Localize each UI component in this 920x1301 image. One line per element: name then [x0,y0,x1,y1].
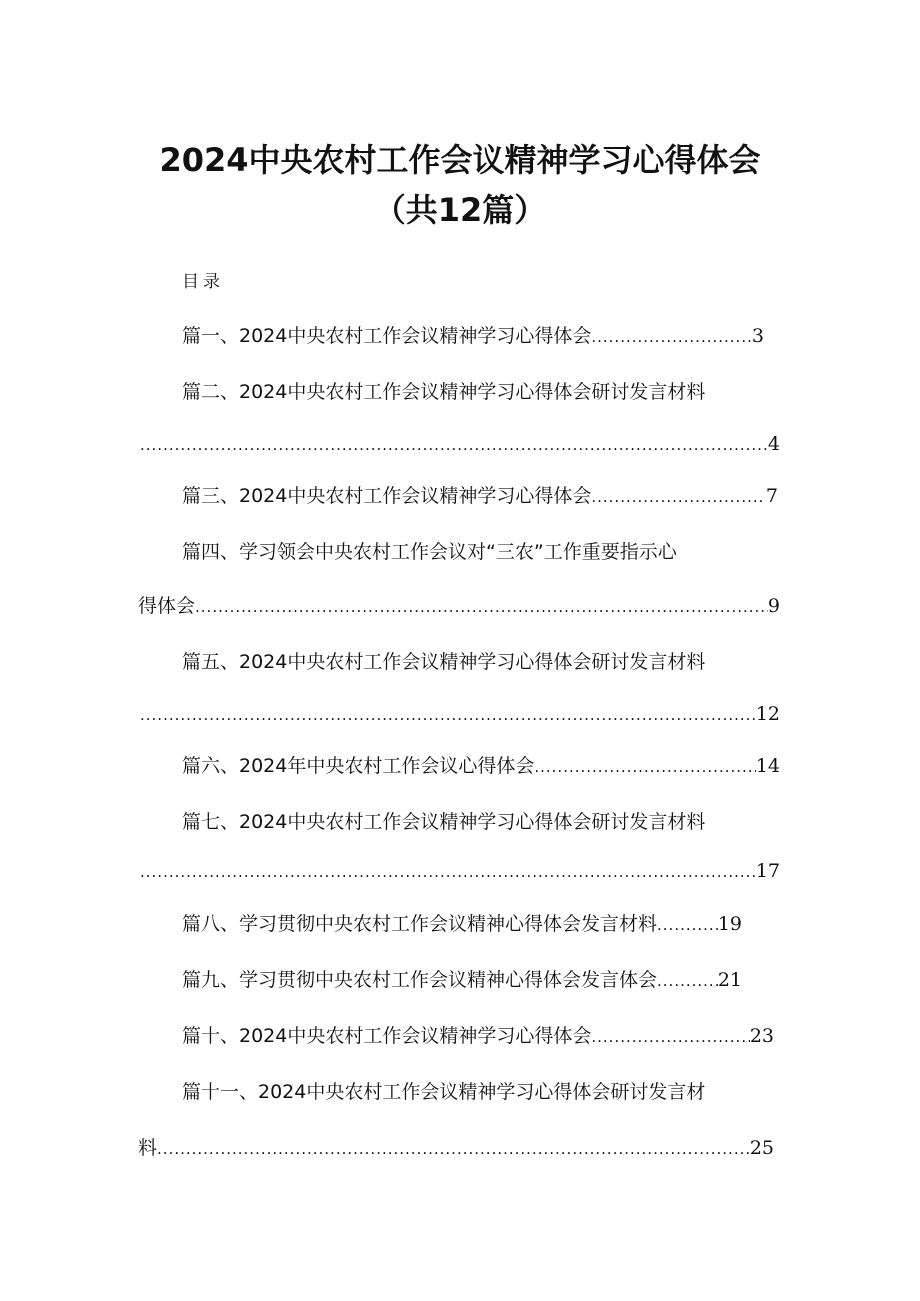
leader-dots [657,966,718,994]
toc-entry-page: 7 [765,485,778,507]
toc-entry-5-leader[interactable] [140,700,780,728]
toc-entry-title-cont: 得体会 [138,595,196,617]
toc-entry-title: 篇三、2024中央农村工作会议精神学习心得体会 [182,485,592,507]
toc-entry-title: 篇十一、2024中央农村工作会议精神学习心得体会研讨发言材 [182,1081,706,1103]
leader-dots [534,752,755,780]
toc-label: 目录 [182,272,224,292]
toc-entry-page: 3 [751,325,764,347]
toc-entry-title-cont: 料 [138,1137,158,1159]
toc-entry-page: 12 [755,703,780,725]
toc-entry-2-title[interactable] [182,378,782,406]
toc-entry-title: 篇五、2024中央农村工作会议精神学习心得体会研讨发言材料 [182,651,706,673]
toc-entry-5-title[interactable] [182,648,782,676]
leader-dots [591,1022,749,1050]
toc-entry-10[interactable] [182,1022,774,1050]
toc-entry-4-title[interactable] [182,538,782,566]
toc-entry-4-leader[interactable] [138,592,780,620]
toc-entry-3[interactable] [182,482,778,510]
toc-entry-7-title[interactable] [182,808,782,836]
toc-entry-11-leader[interactable] [138,1134,774,1162]
toc-entry-page: 25 [749,1137,774,1159]
toc-entry-6[interactable] [182,752,780,780]
leader-dots [157,1134,750,1162]
leader-dots [591,482,766,510]
toc-entry-1[interactable] [182,322,764,350]
toc-entry-title: 篇一、2024中央农村工作会议精神学习心得体会 [182,325,592,347]
toc-entry-page: 17 [755,860,780,882]
toc-entry-title: 篇八、学习贯彻中央农村工作会议精神心得体会发言材料 [182,913,658,935]
toc-entry-7-leader[interactable] [140,857,780,885]
toc-entry-page: 21 [717,969,742,991]
leader-dots [591,322,752,350]
toc-entry-title: 篇七、2024中央农村工作会议精神学习心得体会研讨发言材料 [182,811,706,833]
toc-entry-page: 9 [767,595,780,617]
toc-entry-page: 14 [755,755,780,777]
document-title: 2024中央农村工作会议精神学习心得体会 [159,141,761,179]
toc-entry-page: 19 [717,913,742,935]
toc-entry-2-leader[interactable] [140,430,780,458]
document-subtitle: （共12篇） [373,191,547,229]
toc-entry-9[interactable] [182,966,742,994]
toc-entry-title: 篇六、2024年中央农村工作会议心得体会 [182,755,535,777]
leader-dots [657,910,718,938]
toc-entry-page: 23 [749,1025,774,1047]
leader-dots [140,857,756,885]
toc-entry-8[interactable] [182,910,742,938]
toc-entry-title: 篇九、学习贯彻中央农村工作会议精神心得体会发言体会 [182,969,658,991]
toc-entry-11-title[interactable] [182,1078,782,1106]
toc-entry-page: 4 [767,433,780,455]
leader-dots [140,700,756,728]
toc-entry-title: 篇四、学习领会中央农村工作会议对“三农”工作重要指示心 [182,541,677,563]
leader-dots [195,592,768,620]
toc-entry-title: 篇二、2024中央农村工作会议精神学习心得体会研讨发言材料 [182,381,706,403]
leader-dots [140,430,768,458]
toc-entry-title: 篇十、2024中央农村工作会议精神学习心得体会 [182,1025,592,1047]
